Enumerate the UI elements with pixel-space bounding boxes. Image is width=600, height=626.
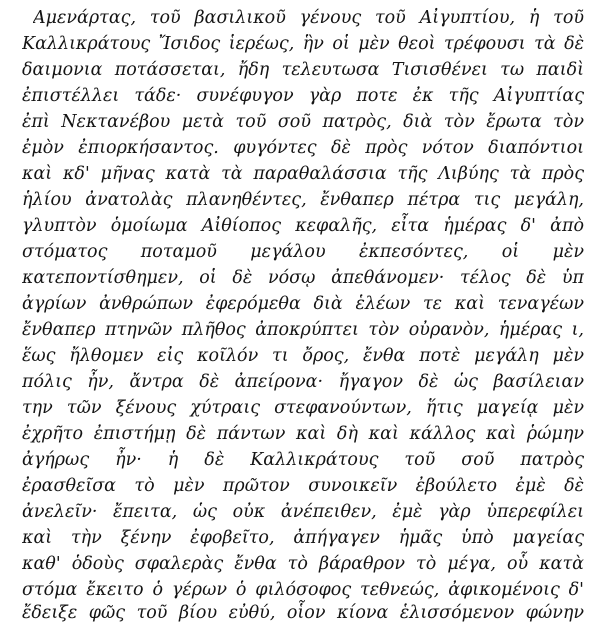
text-line-13: ἔνθαπερ πτηνῶν πλῆθος ἀποκρύπτει τὸν οὐρανὸν, ἡμέρας ι, — [22, 320, 584, 340]
text-line-14: ἕως ἤλθομεν εἰς κοῖλόν τι ὄρος, ἔνθα ποτὲ μεγάλη μὲν — [22, 346, 584, 366]
text-line-23: στόμα ἔκειτο ὁ γέρων ὁ φιλόσοφος τεθνεώς, ἀφικομένοις δ' — [22, 580, 584, 600]
text-line-21: καὶ τὴν ξένην ἐφοβεῖτο, ἀπήγαγεν ἡμᾶς ὑπὸ μαγείας — [22, 528, 584, 548]
text-line-15: πόλις ἦν, ἄντρα δὲ ἀπείρονα· ἤγαγον δὲ ὡς βασίλειαν — [22, 372, 584, 392]
text-line-3: δαιμονια ποτάσσεται, ἤδη τελευτωσα Τισισθένει τω παιδὶ — [22, 60, 584, 80]
text-line-22: καθ' ὁδοὺς σφαλερὰς ἔνθα τὸ βάραθρον τὸ μέγα, οὗ κατὰ — [22, 554, 584, 574]
text-line-1: Αμενάρτας, τοῦ βασιλικοῦ γένους τοῦ Αἰγυπτίου, ἡ τοῦ — [33, 8, 584, 28]
text-line-16: την τῶν ξένους χύτραις στεφανούντων, ἥτις μαγείᾳ μὲν — [22, 398, 584, 418]
text-line-24: ἔδειξε φῶς τοῦ βίου εὐθύ, οἷον κίονα ἑλισσόμενον φώνην — [22, 603, 584, 623]
text-line-4: ἐπιστέλλει τάδε· συνέφυγον γὰρ ποτε ἐκ τῆς Αἰγυπτίας — [22, 86, 584, 106]
text-line-17: ἐχρῆτο ἐπιστήμῃ δὲ πάντων καὶ δὴ καὶ κάλλος καὶ ῥώμην — [22, 424, 584, 444]
text-line-9: γλυπτὸν ὁμοίωμα Αἰθίοπος κεφαλῆς, εἶτα ἡμέρας δ' ἀπὸ — [22, 216, 584, 236]
text-line-20: ἀνελεῖν· ἔπειτα, ὡς οὐκ ἀνέπειθεν, ἐμὲ γὰρ ὑπερεφίλει — [22, 502, 584, 522]
text-line-18: ἀγήρως ἦν· ἡ δὲ Καλλικράτους τοῦ σοῦ πατρὸς — [22, 450, 584, 470]
text-line-19: ἐρασθεῖσα τὸ μὲν πρῶτον συνοικεῖν ἐβούλετο ἐμὲ δὲ — [22, 476, 584, 496]
text-line-10: στόματος ποταμοῦ μεγάλου ἐκπεσόντες, οἱ μὲν — [22, 242, 584, 262]
text-line-11: κατεποντίσθημεν, οἱ δὲ νόσῳ ἀπεθάνομεν· τέλος δὲ ὑπ — [22, 268, 584, 288]
text-line-12: ἀγρίων ἀνθρώπων ἐφερόμεθα διὰ ἑλέων τε καὶ τεναγέων — [22, 294, 584, 314]
text-line-2: Καλλικράτους Ἴσιδος ἱερέως, ἣν οἱ μὲν θεοὶ τρέφουσι τὰ δὲ — [22, 34, 584, 54]
text-line-7: καὶ κδ' μῆνας κατὰ τὰ παραθαλάσσια τῆς Λιβύης τὰ πρὸς — [22, 164, 584, 184]
text-line-6: ἐμὸν ἐπιορκήσαντος. φυγόντες δὲ πρὸς νότον διαπόντιοι — [22, 138, 584, 158]
text-line-5: ἐπὶ Νεκτανέβου μετὰ τοῦ σοῦ πατρὸς, διὰ τὸν ἔρωτα τὸν — [22, 112, 584, 132]
text-line-8: ἡλίου ἀνατολὰς πλανηθέντες, ἔνθαπερ πέτρα τις μεγάλη, — [22, 190, 584, 210]
